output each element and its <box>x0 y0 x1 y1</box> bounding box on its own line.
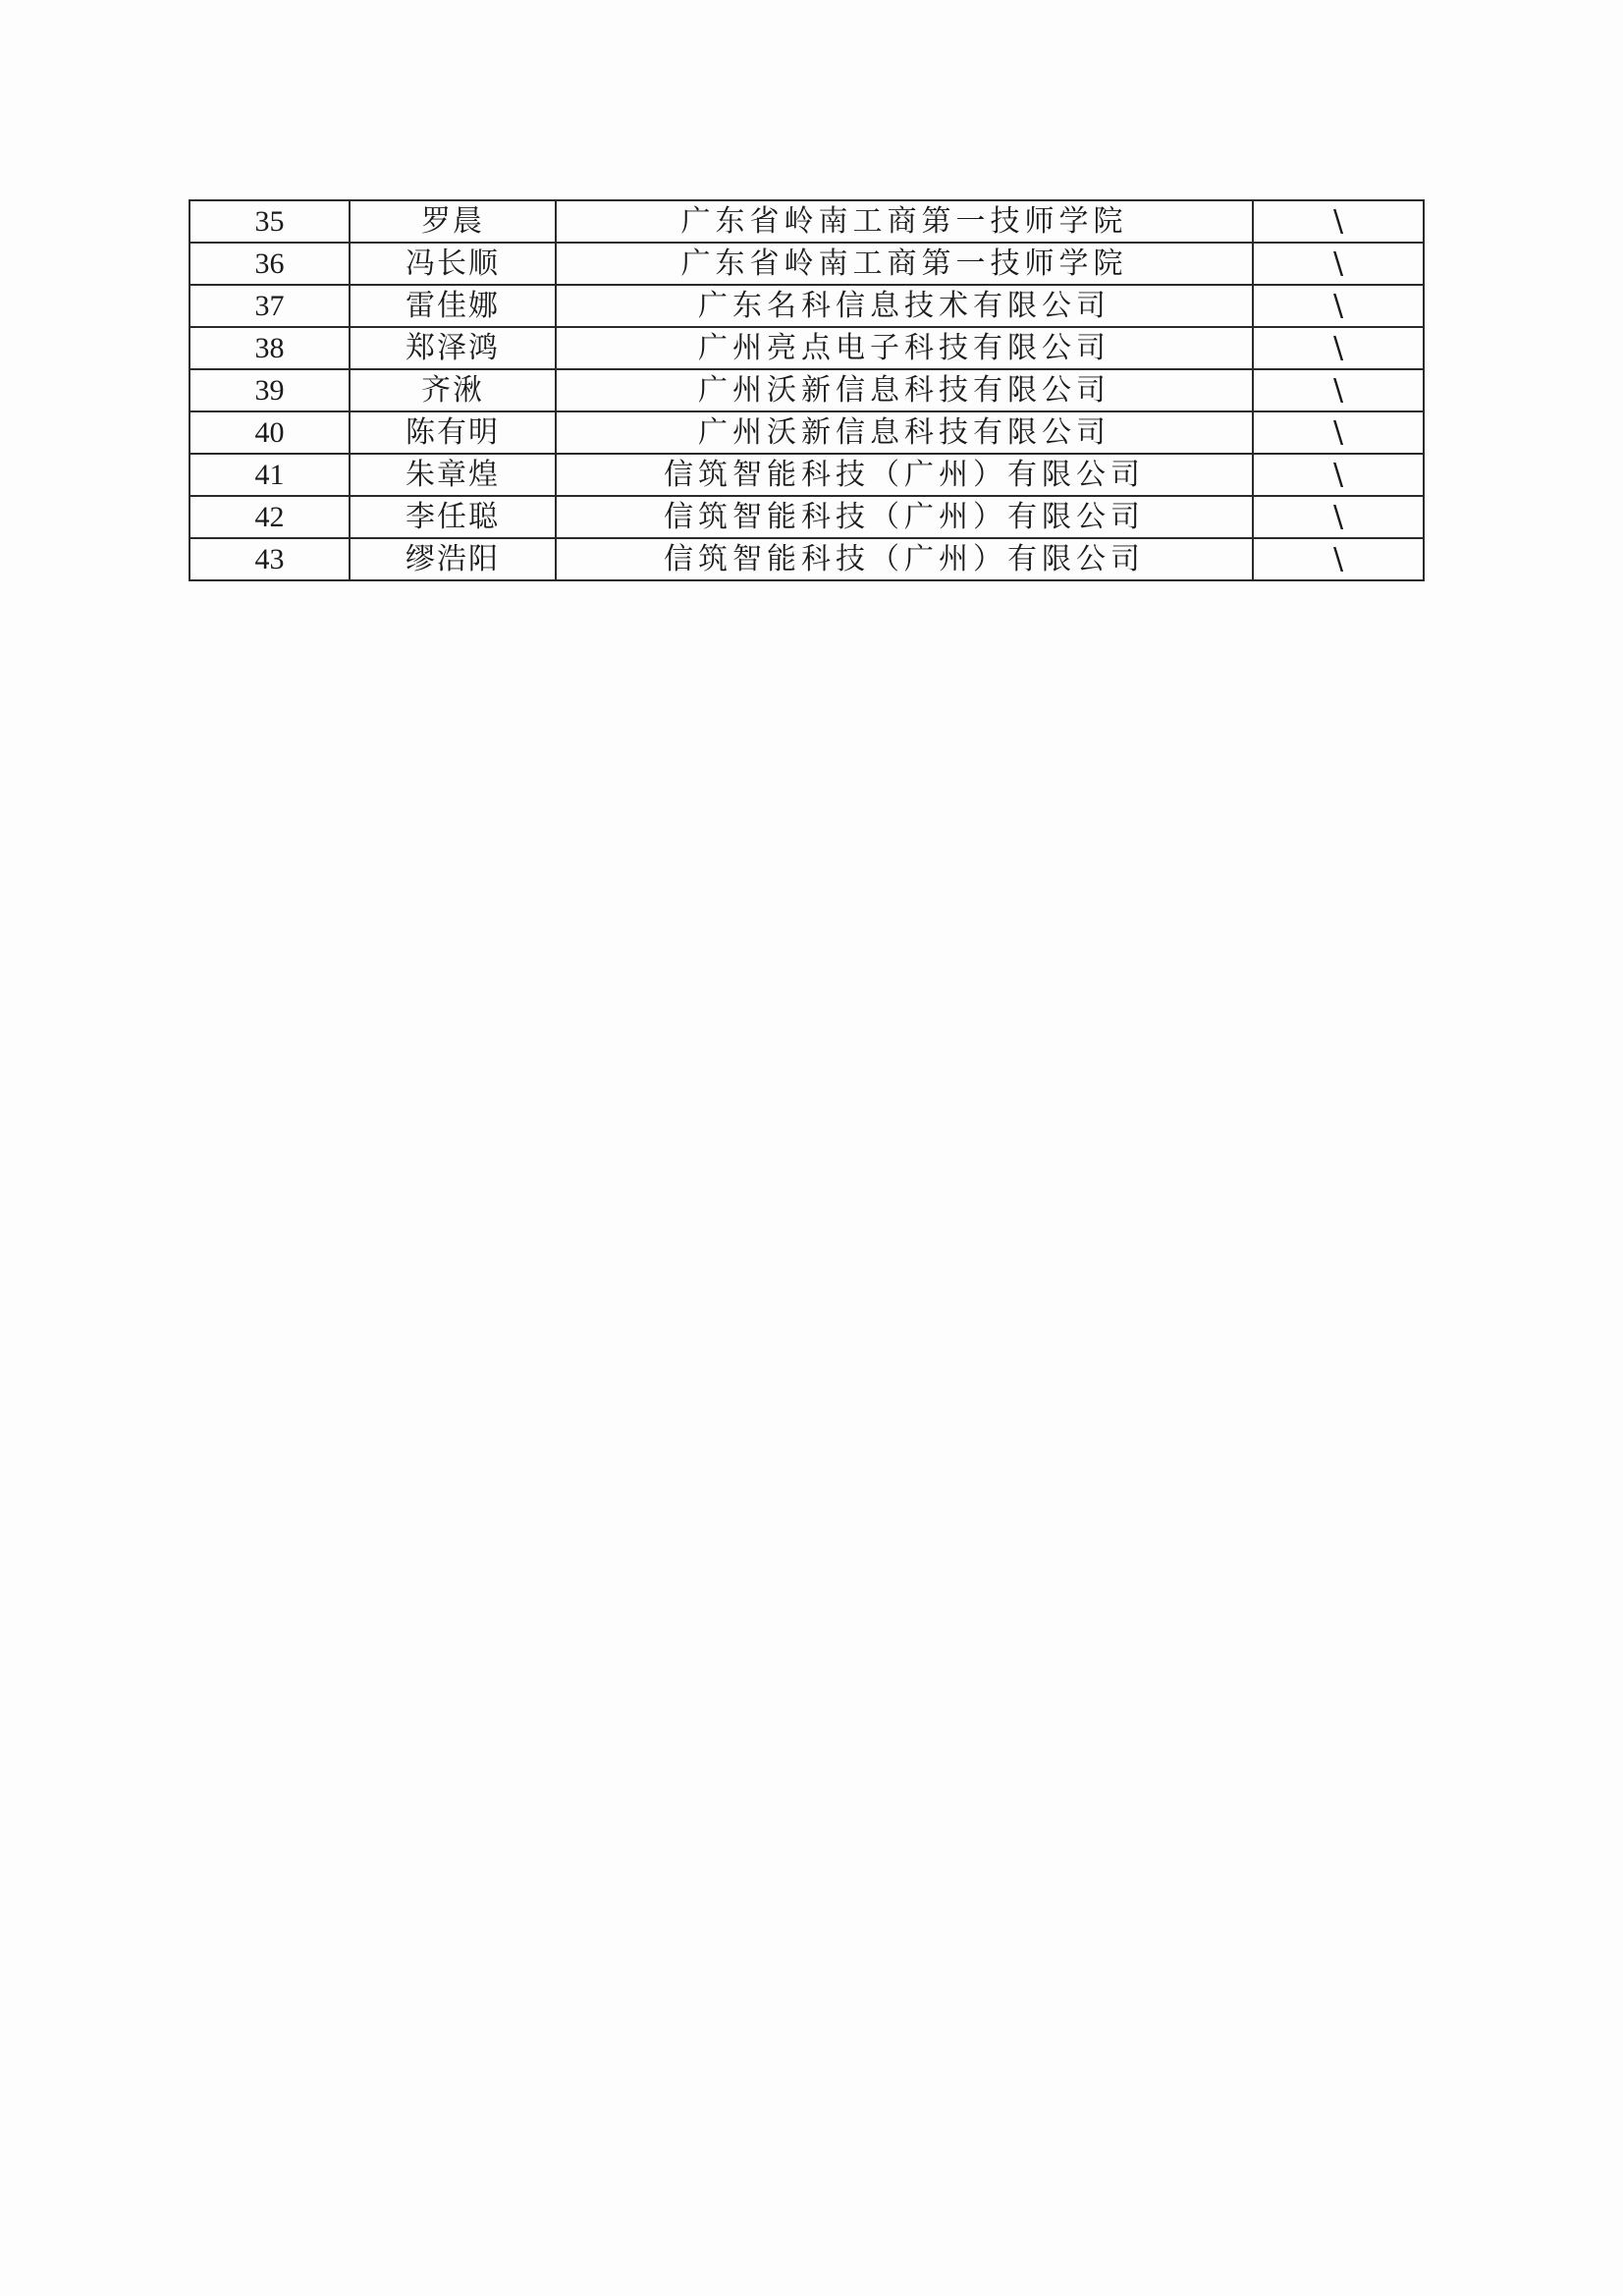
table-row <box>189 243 1424 285</box>
note-cell: \ <box>1253 200 1424 243</box>
person-name: 陈有明 <box>350 411 556 454</box>
table-row <box>189 327 1424 369</box>
note-cell: \ <box>1253 243 1424 285</box>
person-name: 齐湫 <box>350 369 556 411</box>
note-cell: \ <box>1253 496 1424 538</box>
table-row <box>189 454 1424 496</box>
row-number: 37 <box>189 285 350 327</box>
table-row <box>189 200 1424 243</box>
row-number: 43 <box>189 538 350 580</box>
row-number: 38 <box>189 327 350 369</box>
note-cell: \ <box>1253 454 1424 496</box>
row-number: 35 <box>189 200 350 243</box>
person-name: 雷佳娜 <box>350 285 556 327</box>
note-cell: \ <box>1253 285 1424 327</box>
table-row <box>189 411 1424 454</box>
organization: 广东省岭南工商第一技师学院 <box>556 243 1253 285</box>
organization: 信筑智能科技（广州）有限公司 <box>556 496 1253 538</box>
note-cell: \ <box>1253 369 1424 411</box>
organization: 信筑智能科技（广州）有限公司 <box>556 454 1253 496</box>
table-row <box>189 285 1424 327</box>
table-row <box>189 538 1424 580</box>
person-name: 郑泽鸿 <box>350 327 556 369</box>
person-name: 朱章煌 <box>350 454 556 496</box>
table-row <box>189 496 1424 538</box>
organization: 广州沃新信息科技有限公司 <box>556 411 1253 454</box>
person-name: 缪浩阳 <box>350 538 556 580</box>
note-cell: \ <box>1253 538 1424 580</box>
row-number: 40 <box>189 411 350 454</box>
organization: 广东省岭南工商第一技师学院 <box>556 200 1253 243</box>
organization: 广州沃新信息科技有限公司 <box>556 369 1253 411</box>
note-cell: \ <box>1253 411 1424 454</box>
person-name: 李任聪 <box>350 496 556 538</box>
person-name: 冯长顺 <box>350 243 556 285</box>
row-number: 42 <box>189 496 350 538</box>
row-number: 41 <box>189 454 350 496</box>
organization: 信筑智能科技（广州）有限公司 <box>556 538 1253 580</box>
organization: 广东名科信息技术有限公司 <box>556 285 1253 327</box>
row-number: 36 <box>189 243 350 285</box>
roster-table <box>189 199 1425 581</box>
note-cell: \ <box>1253 327 1424 369</box>
person-name: 罗晨 <box>350 200 556 243</box>
table-row <box>189 369 1424 411</box>
row-number: 39 <box>189 369 350 411</box>
organization: 广州亮点电子科技有限公司 <box>556 327 1253 369</box>
